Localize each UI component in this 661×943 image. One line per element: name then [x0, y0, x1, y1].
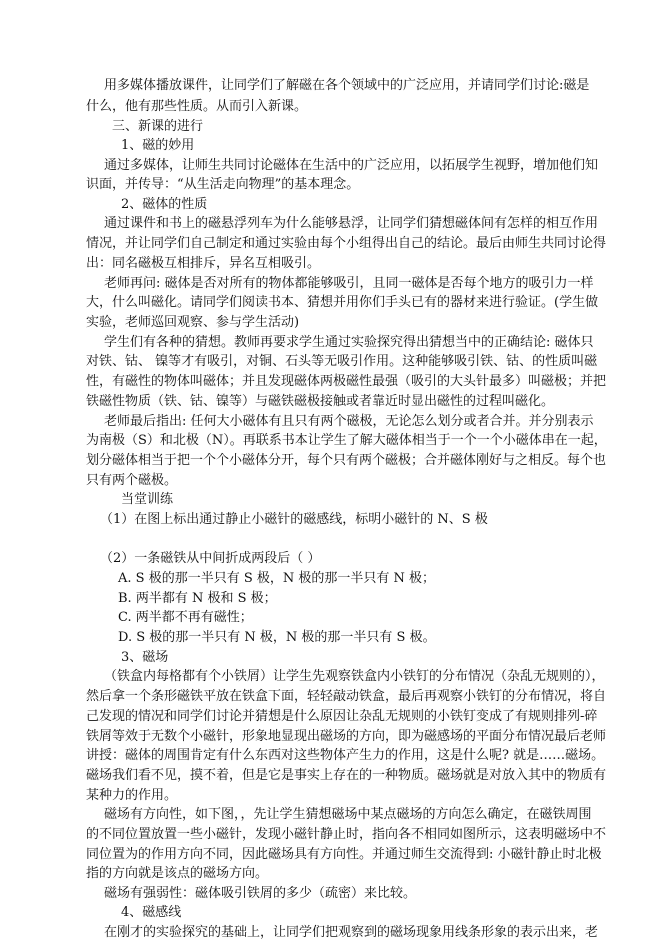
text-line: 铁屑等效于无数个小磁针，形象地显现出磁场的方向，即为磁感场的平面分布情况最后老师: [86, 729, 607, 744]
text-line: 老师再问: 磁体是否对所有的物体都能够吸引，且同一磁体是否每个地方的吸引力一样: [104, 276, 594, 291]
text-line: 大，什么叫磁化。请同学们阅读书本、猜想并用你们手头已有的器材来进行验证。(学生做: [86, 295, 599, 310]
answer-option: C. 两半都不再有磁性；: [118, 610, 253, 625]
subsection-heading: 4、磁感线: [121, 905, 182, 920]
text-line: 划分磁体相当于把一个个小磁体分开，每个只有两个磁极；合并磁体刚好与之相反。每个也: [86, 453, 607, 468]
text-line: 铁磁性物质（铁、钴、镍等）与磁铁磁极接触或者靠近时显出磁性的过程叫磁化。: [86, 394, 555, 409]
answer-option: D. S 极的那一半只有 N 极，N 极的那一半只有 S 极。: [118, 630, 436, 645]
text-line: 为南极（S）和北极（N）。再联系书本让学生了解大磁体相当于一个一个小磁体串在一起，: [86, 433, 607, 448]
text-line: 讲授：磁体的周围肯定有什么东西对这些物体产生力的作用，这是什么呢? 就是……磁场。: [86, 748, 605, 763]
exercise-question: （1）在图上标出通过静止小磁针的磁感线，标明小磁针的 N、S 极: [100, 512, 488, 527]
text-line: 通过多媒体，让师生共同讨论磁体在生活中的广泛应用，以拓展学生视野，增加他们知: [104, 158, 599, 173]
exercise-question: （2）一条磁铁从中间折成两段后（ ）: [100, 551, 321, 566]
text-line: 同位置为的作用方向不同，因此磁场具有方向性。并通过师生交流得到: 小磁针静止时北极: [86, 847, 602, 862]
text-line: 老师最后指出: 任何大小磁体有且只有两个磁极，无论怎么划分或者合并。并分别表示: [104, 414, 594, 429]
text-line: 实验，老师巡回观察、参与学生活动): [86, 315, 300, 330]
text-line: 指的方向就是该点的磁场方向。: [86, 866, 269, 881]
text-line: 的不同位置放置一些小磁针，发现小磁针静止时，指向各不相同如图所示，这表明磁场中不: [86, 827, 607, 842]
section-heading: 当堂训练: [121, 492, 174, 507]
text-line: 只有两个磁极。: [86, 473, 178, 488]
text-line: 情况，并让同学们自己制定和通过实验由每个小组得出自己的结论。最后由师生共同讨论得: [86, 236, 607, 251]
text-line: 对铁、钴、 镍等才有吸引，对铜、石头等无吸引作用。这种能够吸引铁、钴、的性质叫磁: [86, 354, 598, 369]
text-line: 在刚才的实验探究的基础上，让同学们把观察到的磁场现象用线条形象的表示出来，老: [104, 925, 599, 940]
text-line: 识面，并传导：“从生活走向物理”的基本理念。: [86, 177, 360, 192]
text-line: 性，有磁性的物体叫磁体；并且发现磁体两极磁性最强（吸引的大头针最多）叫磁极；并把: [86, 374, 607, 389]
answer-option: A. S 极的那一半只有 S 极，N 极的那一半只有 N 极；: [118, 571, 436, 586]
text-line: 然后拿一个条形磁铁平放在铁盒下面，轻轻敲动铁盒，最后再观察小铁钉的分布情况，将自: [86, 689, 607, 704]
text-line: 磁场有方向性，如下图，，先让学生猜想磁场中某点磁场的方向怎么确定，在磁铁周围: [104, 807, 592, 822]
text-line: 用多媒体播放课件，让同学们了解磁在各个领域中的广泛应用，并请同学们讨论:磁是: [104, 78, 590, 93]
text-line: 学生们有各种的猜想。教师再要求学生通过实验探究得出猜想当中的正确结论: 磁体只: [104, 335, 594, 350]
text-line: 磁场有强弱性：磁体吸引铁屑的多少（疏密）来比较。: [104, 886, 417, 901]
text-line: 通过课件和书上的磁悬浮列车为什么能够悬浮，让同学们猜想磁体间有怎样的相互作用: [104, 216, 599, 231]
subsection-heading: 3、磁场: [121, 650, 169, 665]
subsection-heading: 2、磁体的性质: [121, 197, 208, 212]
text-line: 磁场我们看不见，摸不着，但是它是事实上存在的一种物质。磁场就是对放入其中的物质有: [86, 768, 607, 783]
subsection-heading: 1、磁的妙用: [121, 138, 195, 153]
section-heading: 三、新课的进行: [112, 119, 204, 134]
answer-option: B. 两半都有 N 极和 S 极；: [118, 591, 277, 606]
text-line: 己发现的情况和同学们讨论并猜想是什么原因让杂乱无规则的小铁钉变成了有规则排列-碎: [86, 709, 598, 724]
text-line: 什么，他有那些性质。从而引入新课。: [86, 99, 308, 114]
text-line: 出：同名磁极互相排斥，异名互相吸引。: [86, 256, 321, 271]
text-line: （铁盒内每格都有个小铁屑）让学生先观察铁盒内小铁钉的分布情况（杂乱无规则的），: [104, 669, 605, 684]
text-line: 某种力的作用。: [86, 788, 178, 803]
